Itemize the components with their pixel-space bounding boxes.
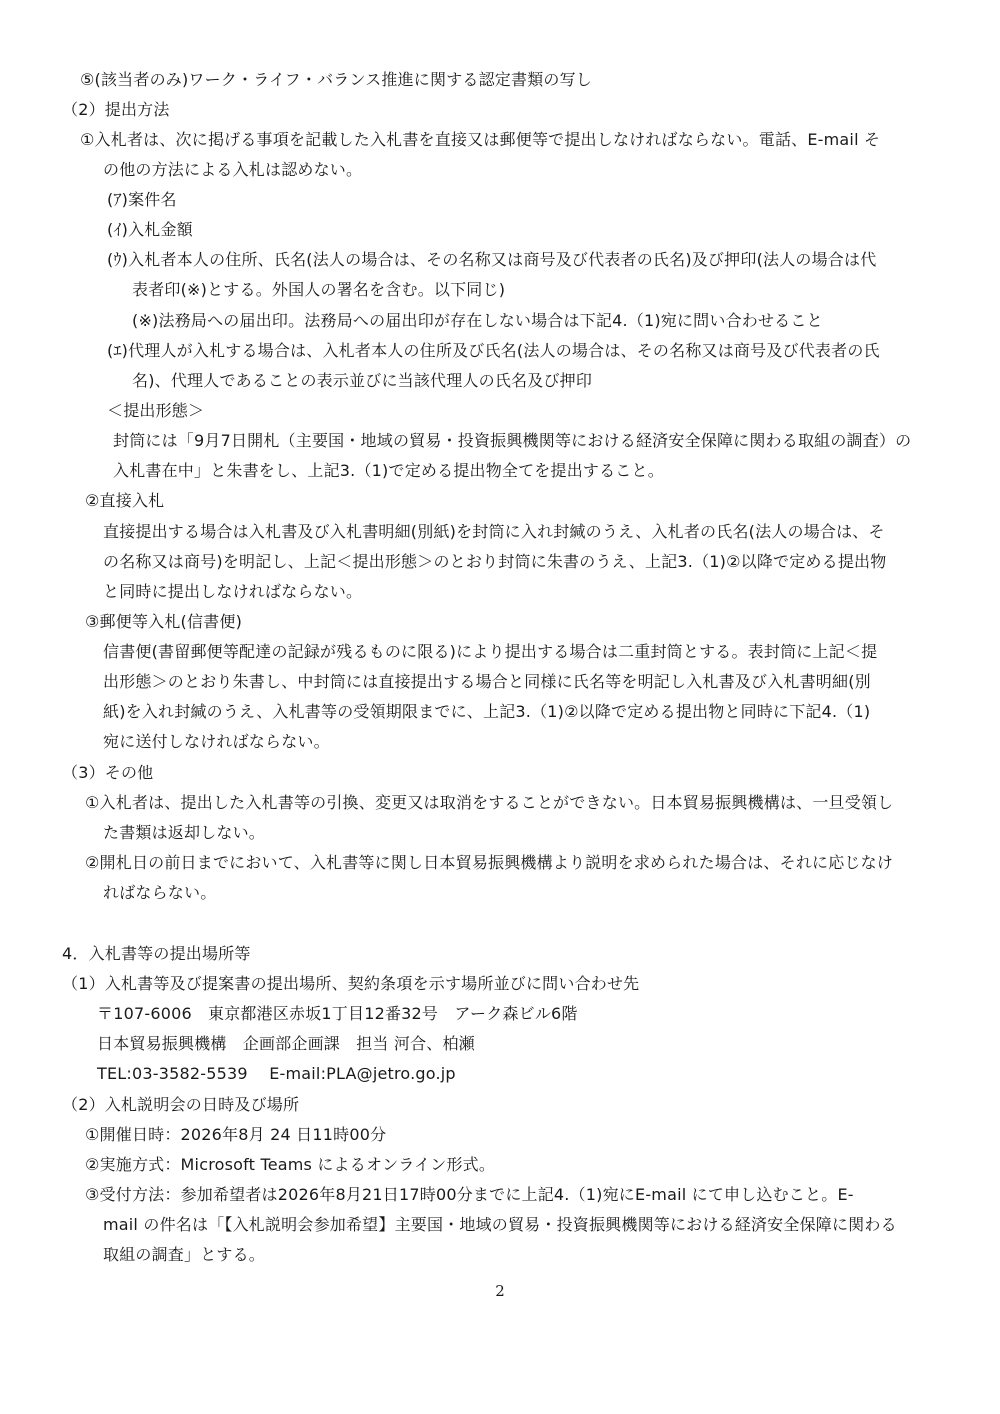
submission-rule-1-line-1: ①入札者は、次に掲げる事項を記載した入札書を直接又は郵便等で提出しなければならない。電話、E-mail そ	[80, 130, 881, 149]
direct-bid-line-2: の名称又は商号)を明記し、上記＜提出形態＞のとおり封筒に朱書のうえ、上記3.（1)②以降で定める提出物	[103, 552, 887, 571]
item-a-project-name: (ｱ)案件名	[107, 190, 177, 209]
contact-phone-email: TEL:03-3582-5539 E-mail:PLA@jetro.go.jp	[97, 1064, 456, 1083]
direct-bid-line-3: と同時に提出しなければならない。	[103, 582, 363, 601]
postal-bid-line-3: 紙)を入れ封緘のうえ、入札書等の受領期限までに、上記3.（1)②以降で定める提出物と同時に下記4.（1)	[103, 702, 871, 721]
item-c-note: (※)法務局への届出印。法務局への届出印が存在しない場合は下記4.（1)宛に問い合わせること	[132, 311, 823, 330]
briefing-registration-line-2: mail の件名は「【入札説明会参加希望】主要国・地域の貿易・投資振興機関等における経済安全保障に関わる	[103, 1215, 897, 1234]
item-5-certification-copy: ⑤(該当者のみ)ワーク・ライフ・バランス推進に関する認定書類の写し	[80, 70, 592, 89]
briefing-format: ②実施方式：Microsoft Teams によるオンライン形式。	[85, 1155, 496, 1174]
heading-other: （3）その他	[62, 763, 154, 782]
submission-form-line-1: 封筒には「9月7日開札（主要国・地域の貿易・投資振興機関等における経済安全保障に関わる取組の調査）の	[113, 431, 912, 450]
other-rule-1-line-1: ①入札者は、提出した入札書等の引換、変更又は取消をすることができない。日本貿易振興機構は、一旦受領し	[85, 793, 894, 812]
item-c-line-2: 表者印(※)とする。外国人の署名を含む。以下同じ)	[132, 280, 506, 299]
section-4-heading: 4．入札書等の提出場所等	[62, 944, 251, 963]
item-d-line-1: (ｴ)代理人が入札する場合は、入札者本人の住所及び氏名(法人の場合は、その名称又は商号及び代表者の氏	[107, 341, 880, 360]
item-b-bid-amount: (ｲ)入札金額	[107, 220, 193, 239]
heading-submission-method: （2）提出方法	[62, 100, 170, 119]
other-rule-1-line-2: た書類は返却しない。	[103, 823, 266, 842]
item-c-line-1: (ｳ)入札者本人の住所、氏名(法人の場合は、その名称又は商号及び代表者の氏名)及び押印(法人の場合は代	[107, 250, 877, 269]
postal-bid-line-4: 宛に送付しなければならない。	[103, 732, 330, 751]
section-4-2-heading: （2）入札説明会の日時及び場所	[62, 1095, 300, 1114]
other-rule-2-line-1: ②開札日の前日までにおいて、入札書等に関し日本貿易振興機構より説明を求められた場合は、それに応じなけ	[85, 853, 894, 872]
briefing-registration-line-1: ③受付方法：参加希望者は2026年8月21日17時00分までに上記4.（1)宛にE-mail にて申し込むこと。E-	[85, 1185, 854, 1204]
item-d-line-2: 名)、代理人であることの表示並びに当該代理人の氏名及び押印	[132, 371, 593, 390]
briefing-registration-line-3: 取組の調査」とする。	[103, 1245, 266, 1264]
submission-form-line-2: 入札書在中」と朱書をし、上記3.（1)で定める提出物全てを提出すること。	[113, 461, 664, 480]
postal-bid-line-1: 信書便(書留郵便等配達の記録が残るものに限る)により提出する場合は二重封筒とする。表封筒に上記＜提	[103, 642, 878, 661]
section-4-1-heading: （1）入札書等及び提案書の提出場所、契約条項を示す場所並びに問い合わせ先	[62, 974, 640, 993]
briefing-datetime: ①開催日時：2026年8月 24 日11時00分	[85, 1125, 387, 1144]
contact-department: 日本貿易振興機構 企画部企画課 担当 河合、柏瀬	[97, 1034, 475, 1053]
postal-bid-line-2: 出形態＞のとおり朱書し、中封筒には直接提出する場合と同様に氏名等を明記し入札書及び入札書明細(別	[103, 672, 871, 691]
direct-bid-line-1: 直接提出する場合は入札書及び入札書明細(別紙)を封筒に入れ封緘のうえ、入札者の氏名(法人の場合は、そ	[103, 522, 885, 541]
heading-direct-bid: ②直接入札	[85, 491, 165, 510]
heading-postal-bid: ③郵便等入札(信書便)	[85, 612, 243, 631]
other-rule-2-line-2: ればならない。	[103, 883, 217, 902]
submission-form-heading: ＜提出形態＞	[107, 401, 205, 420]
submission-rule-1-line-2: の他の方法による入札は認めない。	[103, 160, 363, 179]
contact-address: 〒107-6006 東京都港区赤坂1丁目12番32号 アーク森ビル6階	[97, 1004, 578, 1023]
page-number: 2	[495, 1282, 505, 1300]
